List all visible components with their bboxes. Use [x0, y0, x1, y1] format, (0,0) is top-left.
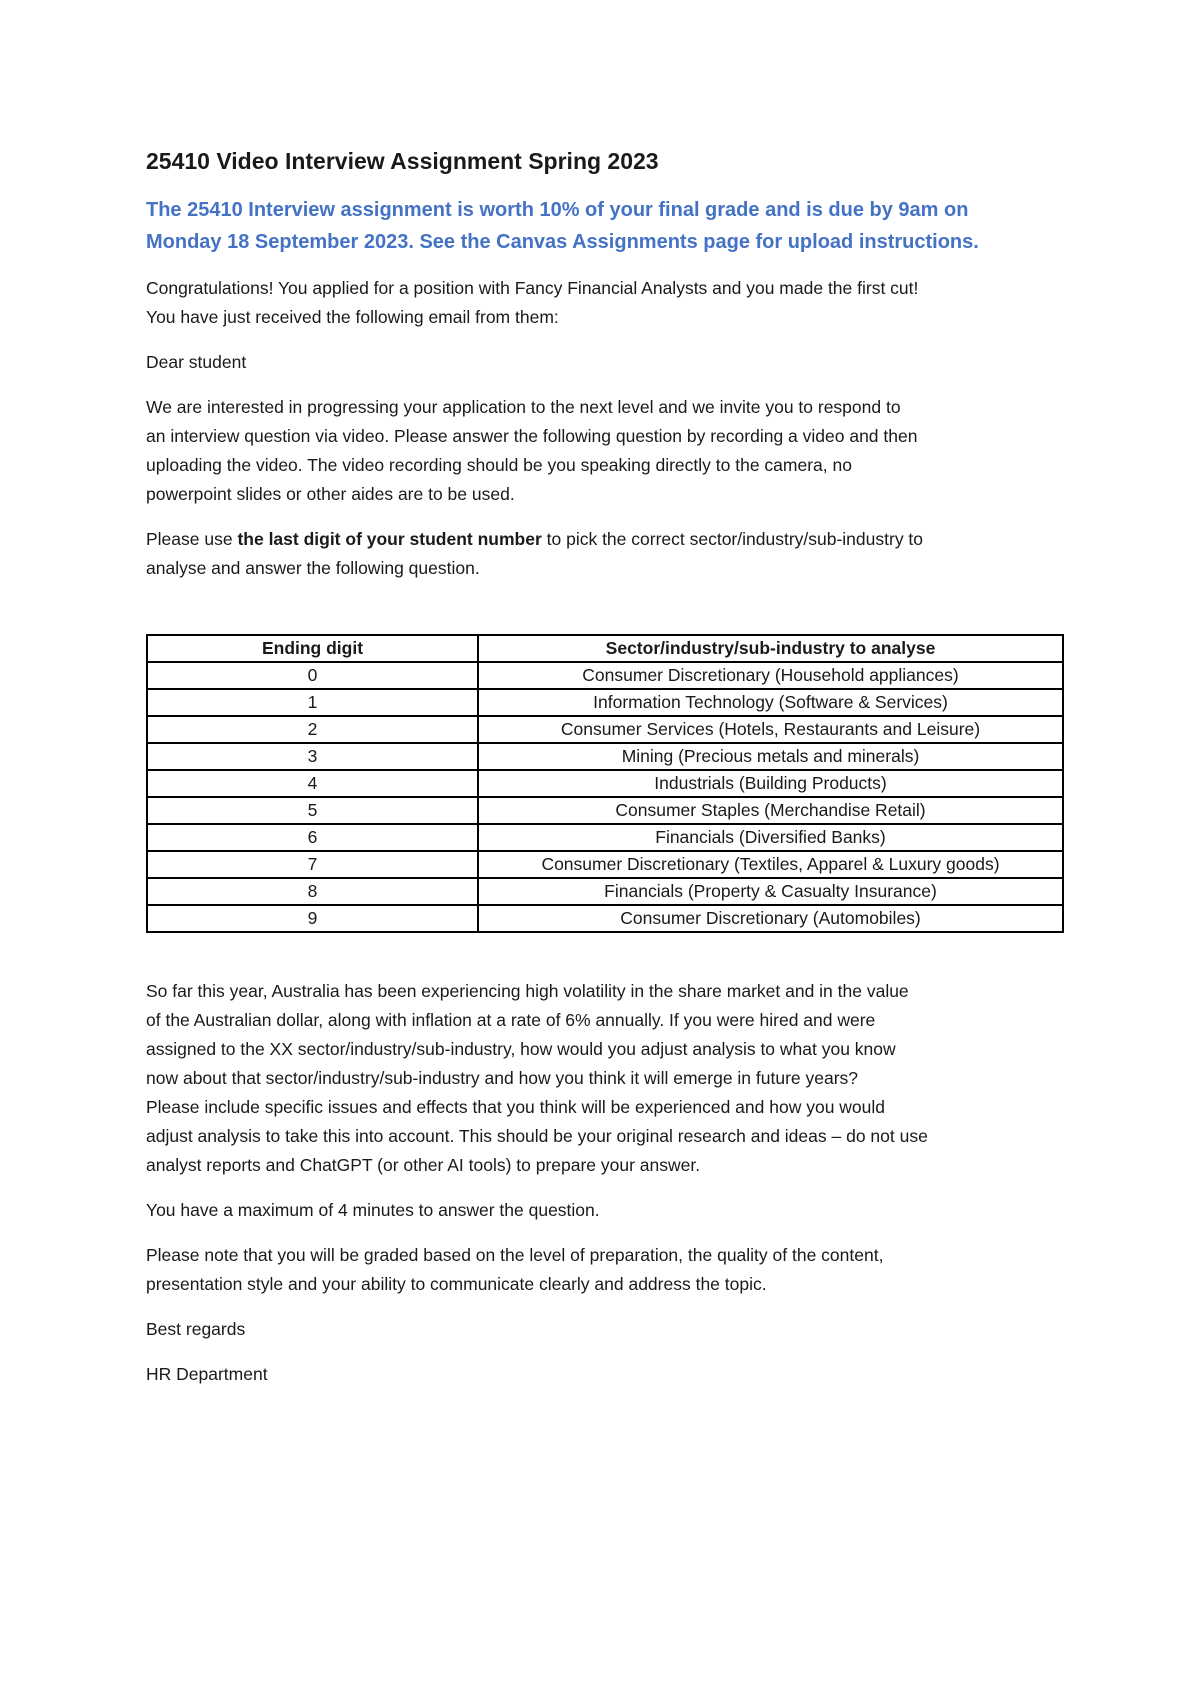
notice-line-1: The 25410 Interview assignment is worth 10% of your final grade and is due by 9am on [146, 199, 969, 221]
table-row [147, 743, 1063, 770]
table-row [147, 905, 1063, 932]
invite-line: powerpoint slides or other aides are to be used. [146, 484, 515, 504]
invite-line: uploading the video. The video recording should be you speaking directly to the camera, no [146, 455, 852, 475]
table-row [147, 797, 1063, 824]
instruction-paragraph [146, 525, 1062, 583]
grading-line-1: Please note that you will be graded based on the level of preparation, the quality of the content, [146, 1245, 884, 1265]
signature: HR Department [146, 1364, 268, 1384]
digit-cell: 7 [147, 851, 478, 878]
digit-cell: 8 [147, 878, 478, 905]
table-row [147, 716, 1063, 743]
table-row [147, 662, 1063, 689]
intro-line-1: Congratulations! You applied for a position with Fancy Financial Analysts and you made the first cut! [146, 278, 919, 298]
digit-cell: 6 [147, 824, 478, 851]
sector-cell: Consumer Services (Hotels, Restaurants and Leisure) [478, 716, 1063, 743]
table-header-row [147, 635, 1063, 662]
sector-cell: Mining (Precious metals and minerals) [478, 743, 1063, 770]
digit-cell: 5 [147, 797, 478, 824]
grading-paragraph [146, 1241, 1062, 1299]
table-row [147, 770, 1063, 797]
digit-cell: 4 [147, 770, 478, 797]
question-line: of the Australian dollar, along with inflation at a rate of 6% annually. If you were hired and were [146, 1010, 876, 1030]
question-line: So far this year, Australia has been experiencing high volatility in the share market and in the value [146, 981, 909, 1001]
sector-table-wrapper [146, 634, 1062, 933]
document-page [146, 146, 1062, 1405]
sector-cell: Information Technology (Software & Services) [478, 689, 1063, 716]
question-line: now about that sector/industry/sub-industry and how you think it will emerge in future years? [146, 1068, 859, 1088]
due-date-notice [146, 194, 1062, 258]
table-row [147, 824, 1063, 851]
instruction-post: to pick the correct sector/industry/sub-industry to [541, 529, 924, 549]
sector-cell: Consumer Discretionary (Household appliances) [478, 662, 1063, 689]
instruction-bold: the last digit of your student number [237, 529, 542, 549]
closing: Best regards [146, 1319, 246, 1339]
digit-cell: 2 [147, 716, 478, 743]
intro-paragraph [146, 274, 1062, 332]
document-title: 25410 Video Interview Assignment Spring 2023 [146, 148, 659, 174]
table-row [147, 878, 1063, 905]
digit-cell: 1 [147, 689, 478, 716]
header-ending-digit: Ending digit [147, 635, 478, 662]
question-line: adjust analysis to take this into account. This should be your original research and ideas – do not use [146, 1126, 928, 1146]
sector-cell: Consumer Discretionary (Textiles, Apparel & Luxury goods) [478, 851, 1063, 878]
sector-table [146, 634, 1064, 933]
header-sector: Sector/industry/sub-industry to analyse [478, 635, 1063, 662]
invite-line: an interview question via video. Please answer the following question by recording a video and then [146, 426, 918, 446]
table-row [147, 851, 1063, 878]
sector-cell: Consumer Staples (Merchandise Retail) [478, 797, 1063, 824]
question-paragraph [146, 977, 1062, 1180]
digit-cell: 9 [147, 905, 478, 932]
invite-paragraph [146, 393, 1062, 509]
notice-line-2: Monday 18 September 2023. See the Canvas Assignments page for upload instructions. [146, 231, 979, 253]
digit-cell: 3 [147, 743, 478, 770]
digit-cell: 0 [147, 662, 478, 689]
sector-cell: Financials (Property & Casualty Insurance) [478, 878, 1063, 905]
sector-cell: Consumer Discretionary (Automobiles) [478, 905, 1063, 932]
salutation: Dear student [146, 352, 247, 372]
intro-line-2: You have just received the following email from them: [146, 307, 559, 327]
invite-line: We are interested in progressing your application to the next level and we invite you to respond to [146, 397, 901, 417]
instruction-pre: Please use [146, 529, 238, 549]
instruction-line-1 [146, 525, 1062, 554]
sector-cell: Financials (Diversified Banks) [478, 824, 1063, 851]
time-limit: You have a maximum of 4 minutes to answer the question. [146, 1200, 600, 1220]
grading-line-2: presentation style and your ability to communicate clearly and address the topic. [146, 1274, 767, 1294]
instruction-line-2: analyse and answer the following question. [146, 558, 480, 578]
question-line: analyst reports and ChatGPT (or other AI tools) to prepare your answer. [146, 1155, 701, 1175]
question-line: assigned to the XX sector/industry/sub-industry, how would you adjust analysis to what you know [146, 1039, 896, 1059]
sector-cell: Industrials (Building Products) [478, 770, 1063, 797]
question-line: Please include specific issues and effects that you think will be experienced and how you would [146, 1097, 886, 1117]
table-row [147, 689, 1063, 716]
